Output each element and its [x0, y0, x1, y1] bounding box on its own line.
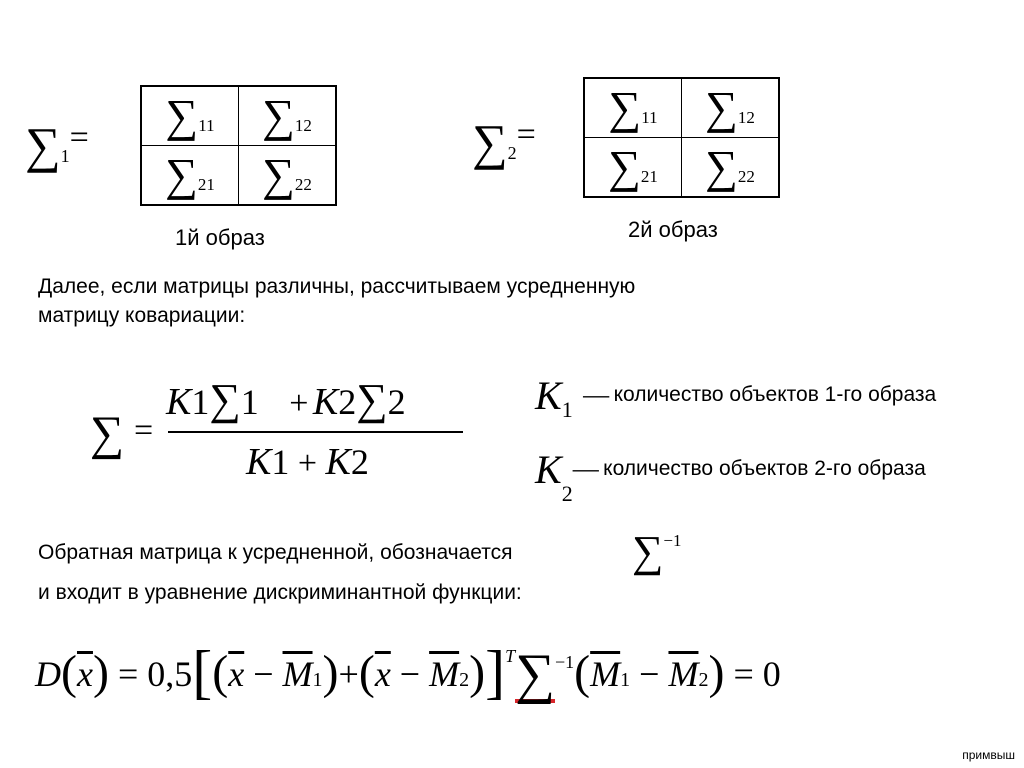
sigma-symbol: ∑: [25, 117, 61, 173]
matrix2-cell-21: ∑21: [584, 138, 682, 198]
paragraph-intro: [38, 272, 635, 330]
inverse-sigma-underlined: ∑: [515, 643, 556, 705]
equals-sign: =: [516, 116, 536, 153]
sigma1-label: [25, 117, 89, 173]
matrix-1: [140, 85, 337, 206]
num-sigma2-index: 2: [387, 382, 406, 422]
num-plus: +: [289, 385, 309, 422]
legend-k2-text: количество объектов 2-го образа: [603, 457, 926, 480]
sigma-index: 1: [60, 146, 70, 166]
minus-sign: −: [639, 654, 660, 694]
sigma-index: 2: [507, 143, 517, 163]
legend-k1-dash: —: [583, 380, 610, 409]
vector-x: $\overline{x}$: [76, 654, 93, 694]
formula-denominator: [246, 440, 369, 484]
vector-m: $\overline{M}$: [590, 654, 621, 694]
matrix1-caption: 1й образ: [175, 225, 265, 250]
formula-equals: =: [134, 412, 154, 449]
paragraph-intro-line2: матрицу ковариации:: [38, 304, 246, 327]
legend-k2-var: K: [535, 447, 562, 492]
num-sigma2: ∑: [356, 375, 388, 424]
den-plus: +: [297, 445, 317, 482]
sigma2-label: [472, 114, 536, 170]
vector-m: $\overline{M}$: [668, 654, 699, 694]
matrix1-cell-22: ∑22: [239, 146, 337, 206]
legend-row-k1: [535, 372, 937, 422]
num-k1-var: K: [166, 381, 192, 423]
legend-k1-var: K: [535, 373, 562, 418]
minus-sign: −: [399, 654, 421, 694]
m-index-2: 2: [459, 669, 470, 691]
num-k1-index: 1: [191, 382, 210, 422]
formula-d-zero: 0: [762, 654, 781, 694]
formula-d-symbol: D: [35, 654, 61, 694]
m-index-2: 2: [698, 669, 709, 691]
matrix1-cell-11: ∑11: [141, 86, 239, 146]
legend-k2-index: 2: [561, 481, 573, 506]
vector-m: $\overline{M}$: [429, 654, 460, 694]
m-index-1: 1: [312, 669, 323, 691]
den-k2-var: K: [325, 441, 351, 483]
vector-x: $\overline{x}$: [228, 654, 245, 694]
matrix2-cell-22: ∑22: [682, 138, 780, 198]
num-sigma1-index: 1: [240, 382, 259, 422]
matrix2-cell-11: ∑11: [584, 78, 682, 138]
minus-sign: −: [253, 654, 274, 694]
num-k2-index: 2: [338, 382, 357, 422]
paragraph-inverse-text: Обратная матрица к усредненной, обозначается: [38, 541, 513, 564]
den-k1-index: 1: [271, 442, 290, 482]
fraction-bar: [168, 431, 463, 433]
matrix1-cell-12: ∑12: [239, 86, 337, 146]
transpose-t: T: [505, 646, 516, 666]
m-index-1: 1: [620, 669, 631, 691]
plus-sign: +: [338, 654, 359, 694]
inverse-sigma-symbol: [632, 527, 682, 576]
footer-watermark: примвыш: [962, 748, 1015, 762]
legend-k1-index: 1: [561, 397, 573, 422]
vector-m: $\overline{M}$: [282, 654, 313, 694]
sigma-exponent: −1: [555, 652, 575, 672]
matrix2-cell-12: ∑12: [682, 78, 780, 138]
matrix-2: [583, 77, 780, 198]
den-k2-index: 2: [350, 442, 369, 482]
legend-k2-dash: —: [572, 454, 599, 483]
formula-numerator: [166, 375, 406, 424]
formula-d-coefficient: 0,5: [147, 654, 193, 694]
equals-sign: =: [69, 119, 89, 156]
formula-discriminant: $D(\overline{x}) = 0,5[(\overline{x} - \overline{M}1)+(\overline{x} - \overline{M}2)]^T\sum^{-1}(\overline{M}1 - \overline{M}2) = 0$: [35, 639, 781, 705]
matrix1-cell-21: ∑21: [141, 146, 239, 206]
paragraph-intro-line1: Далее, если матрицы различны, рассчитываем усредненную: [38, 275, 636, 298]
num-sigma1: ∑: [209, 375, 241, 424]
inverse-sigma: ∑: [632, 527, 664, 576]
inverse-exponent: −1: [663, 531, 682, 550]
num-k2-var: K: [312, 381, 339, 423]
formula-lhs-sigma: ∑: [90, 407, 125, 460]
sigma-symbol: ∑: [472, 114, 508, 170]
vector-x: $\overline{x}$: [374, 654, 391, 694]
legend-k1-text: количество объектов 1-го образа: [613, 383, 937, 406]
formula-d-equals: =: [117, 654, 139, 694]
formula-d-equals-2: =: [733, 654, 754, 694]
legend-row-k2: [535, 446, 926, 506]
paragraph-inverse-line1: [38, 538, 513, 567]
den-k1-var: K: [246, 441, 272, 483]
paragraph-inverse-line2: и входит в уравнение дискриминантной функции:: [38, 581, 522, 604]
matrix2-caption: 2й образ: [628, 217, 718, 242]
